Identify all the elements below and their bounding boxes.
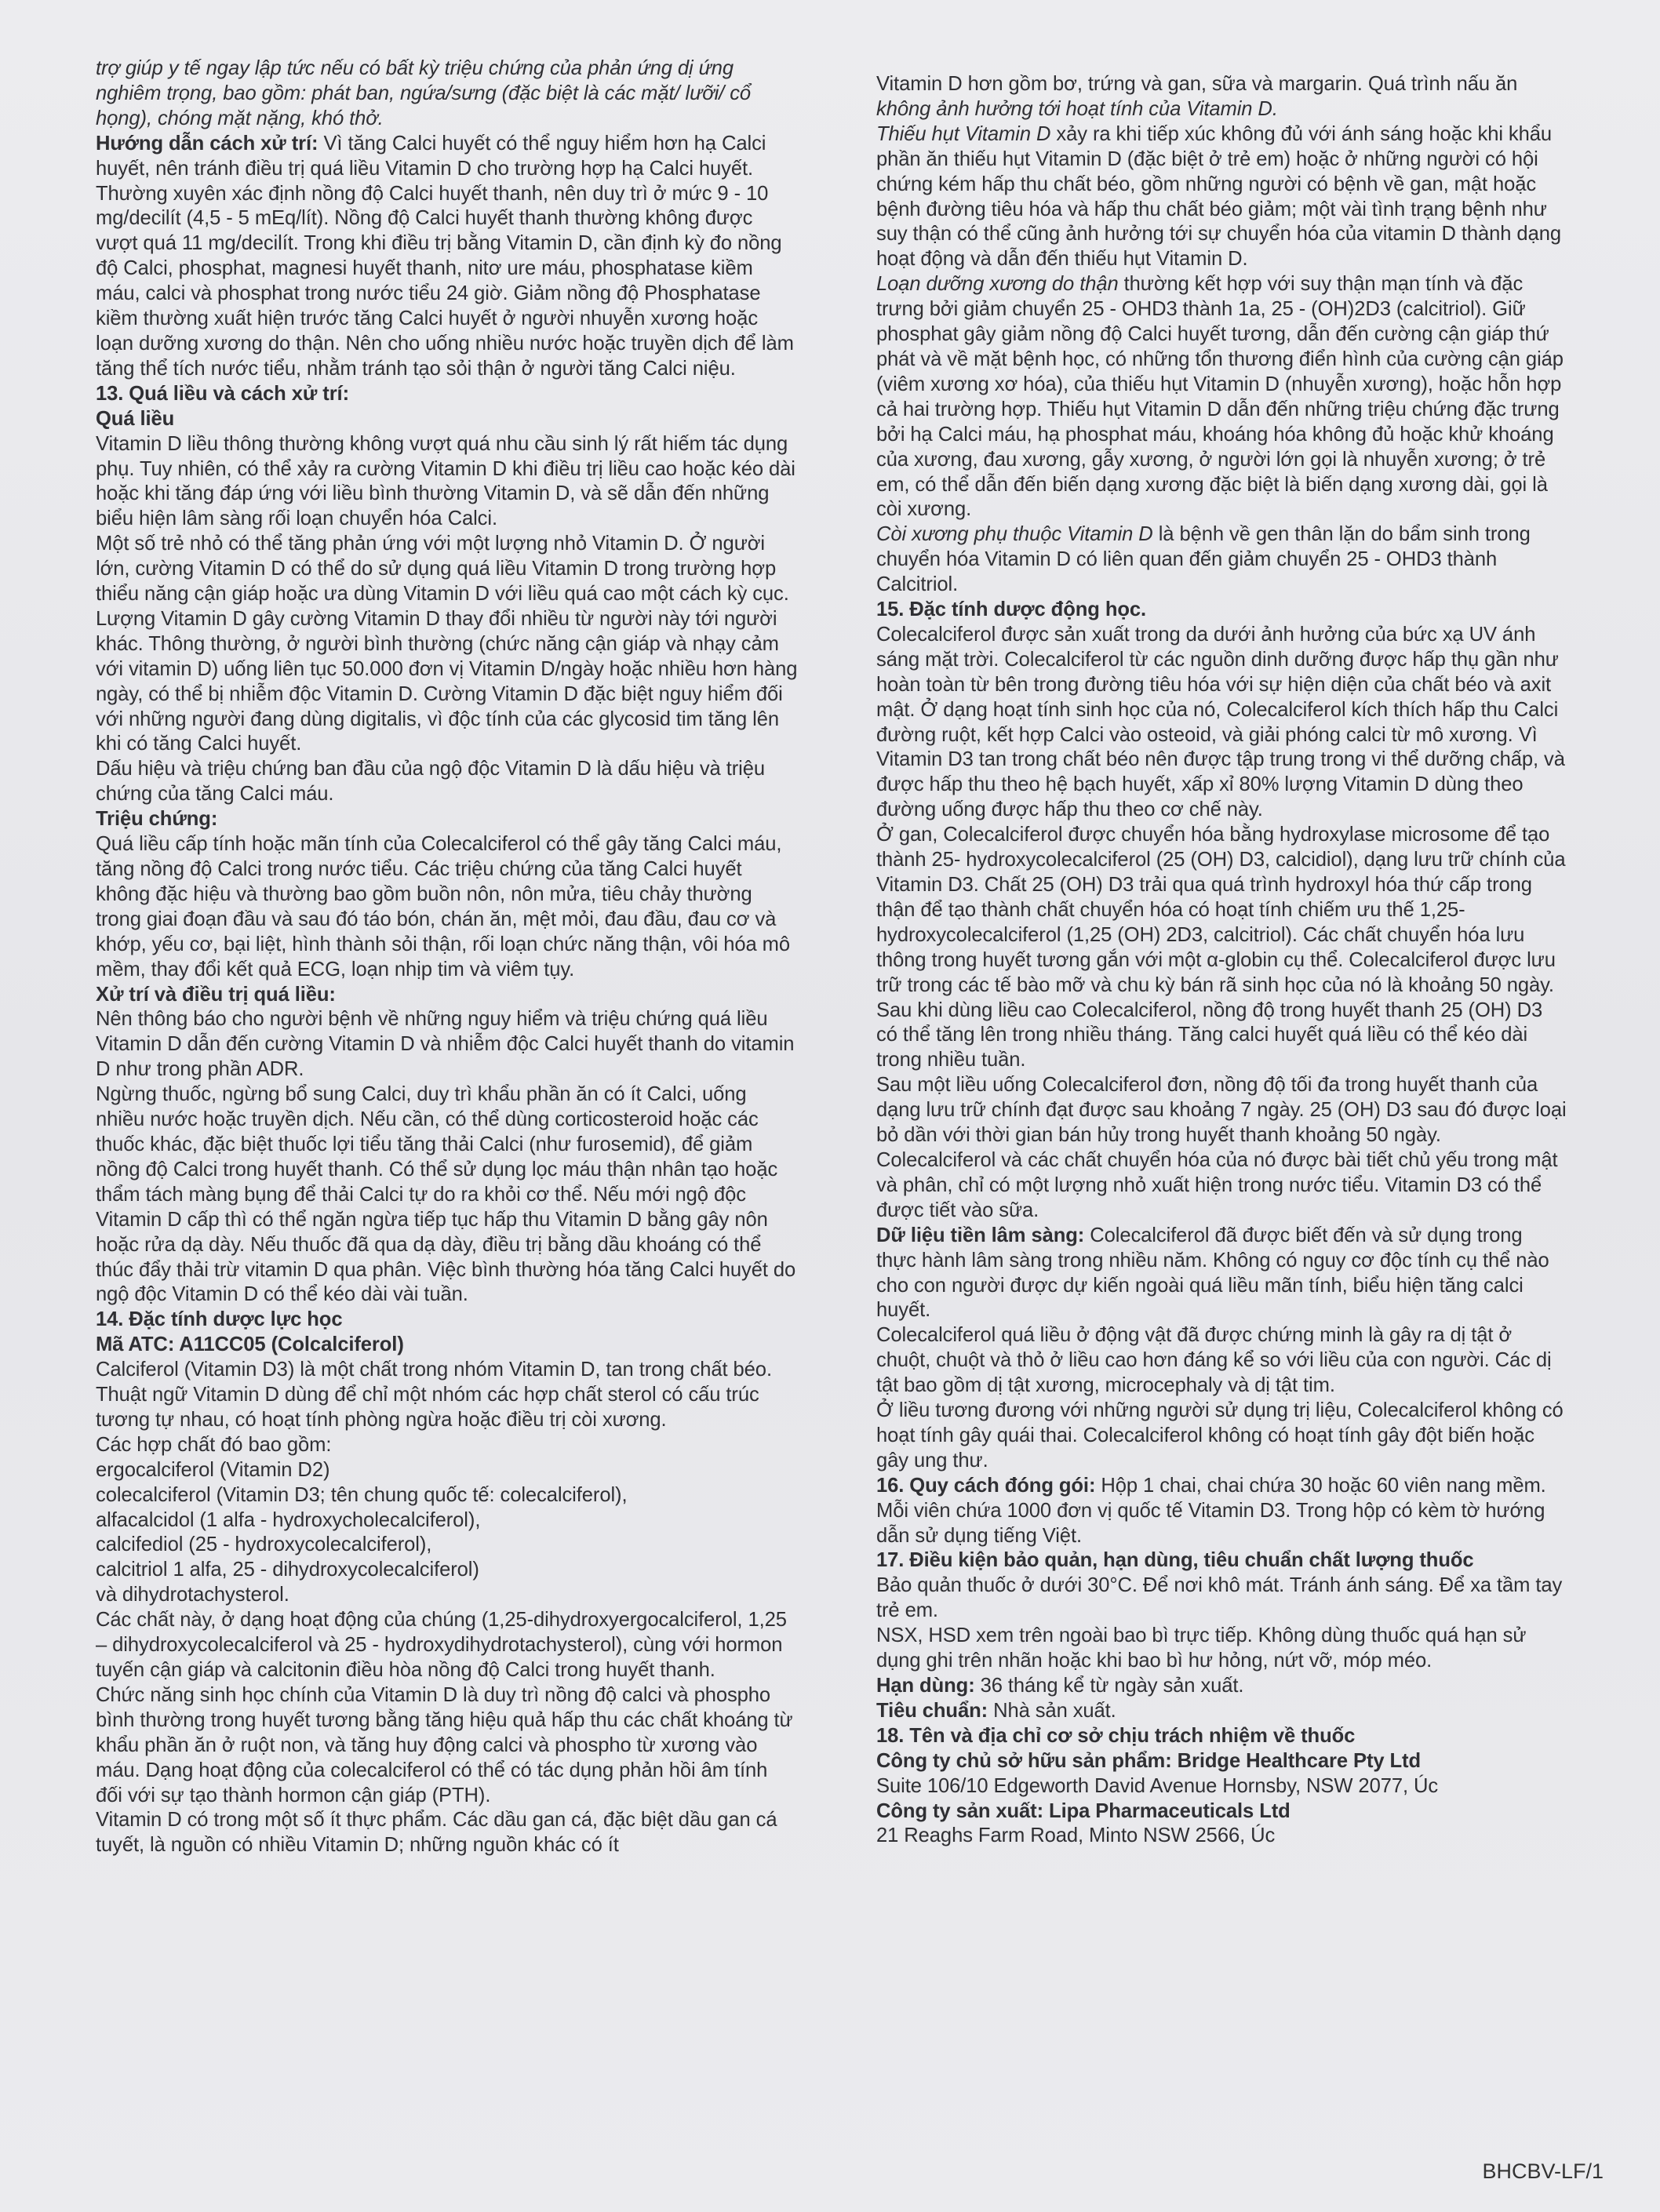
compounds-intro: Các hợp chất đó bao gồm: <box>96 1433 332 1456</box>
section-14-heading: 14. Đặc tính dược lực học <box>96 1308 343 1331</box>
storage-text: Bảo quản thuốc ở dưới 30°C. Để nơi khô mát. Tránh ánh sáng. Để xa tầm tay trẻ em. <box>876 1574 1563 1622</box>
lead-label: Hạn dùng: <box>876 1675 975 1697</box>
left-column <box>96 56 798 1858</box>
owner-company: Công ty chủ sở hữu sản phẩm: Bridge Healthcare Pty Ltd <box>876 1749 1422 1772</box>
deficiency-paragraph: Thiếu hụt Vitamin D xảy ra khi tiếp xúc không đủ với ánh sáng hoặc khi khẩu phần ăn thiếu hụt Vitamin D (đặc biệt ở trẻ em) hoặc ở những người có hội chứng kém hấp thu chất béo, gồm những người có bệnh về gan, mật hoặc bệnh đường tiêu hóa và hấp thu chất béo giảm; một vài tình trạng bệnh như suy thận có thể cũng ảnh hưởng tới sự chuyển hóa của vitamin D thành dạng hoạt động và dẫn đến thiếu hụt Vitamin D. <box>876 122 1561 271</box>
treatment-paragraph-2: Ngừng thuốc, ngừng bổ sung Calci, duy trì khẩu phần ăn có ít Calci, uống nhiều nước hoặc truyền dịch. Nếu cần, có thể dùng corticosteroid hoặc các thuốc khác, đặc biệt thuốc lợi tiểu tăng thải Calci (như furosemid), để giảm nồng độ Calci trong huyết thanh. Có thể sử dụng lọc máu thận nhân tạo hoặc thẩm tách màng bụng để thải Calci tự do ra khỏi cơ thể. Nếu mới ngộ độc Vitamin D cấp thì có thể ngăn ngừa tiếp tục hấp thu Vitamin D bằng gây nôn hoặc rửa dạ dày. Nếu thuốc đã qua dạ dày, điều trị bằng dầu khoáng có thể thúc đẩy thải trừ vitamin D qua phân. Việc bình thường hóa tăng Calci huyết do ngộ độc Vitamin D có thể kéo dài vài tuần. <box>96 1083 796 1306</box>
biological-function-paragraph: Chức năng sinh học chính của Vitamin D là duy trì nồng độ calci và phospho bình thường trong huyết tương bằng tăng hiệu quả hấp thu các chất khoáng từ khẩu phần ăn ở ruột non, và tăng huy động calci và phospho từ xương vào máu. Dạng hoạt động của colecalciferol có thể có tác dụng phản hồi âm tính đối với sự tạo thành hormon cận giáp (PTH). <box>96 1683 793 1806</box>
pk-paragraph-4: Sau một liều uống Colecalciferol đơn, nồng độ tối đa trong huyết thanh của dạng lưu trữ chính đạt được sau khoảng 7 ngày. 25 (OH) D3 sau đó được loại bỏ dần với thời gian bán hủy trong huyết thanh khoảng 50 ngày. <box>876 1074 1567 1147</box>
compound-item: calcifediol (25 - hydroxycolecalciferol), <box>96 1533 432 1556</box>
calciferol-paragraph: Calciferol (Vitamin D3) là một chất trong nhóm Vitamin D, tan trong chất béo. Thuật ngữ Vitamin D dùng để chỉ một nhóm các hợp chất sterol có cấu trúc tương tự nhau, có hoạt tính phòng ngừa hoặc điều trị còi xương. <box>96 1359 772 1431</box>
handling-instructions: Hướng dẫn cách xử trí: Vì tăng Calci huyết có thể nguy hiểm hơn hạ Calci huyết, nên tránh điều trị quá liều Vitamin D cho trường hợp hạ Calci huyết. Thường xuyên xác định nồng độ Calci huyết thanh, nên duy trì ở mức 9 - 10 mg/decilít (4,5 - 5 mEq/lít). Nồng độ Calci huyết thanh thường không được vượt quá 11 mg/decilít. Trong khi điều trị bằng Vitamin D, cần định kỳ đo nồng độ Calci, phosphat, magnesi huyết thanh, nitơ ure máu, phosphatase kiềm máu, calci và phosphat trong nước tiểu 24 giờ. Giảm nồng độ Phosphatase kiềm thường xuất hiện trước tăng Calci huyết ở người nhuyễn xương hoặc loạn dưỡng xương do thận. Nên cho uống nhiều nước hoặc truyền dịch để làm tăng thể tích nước tiểu, nhằm tránh tạo sỏi thận ở người tăng Calci niệu. <box>96 132 794 380</box>
section-16-packaging: 16. Quy cách đóng gói: Hộp 1 chai, chai chứa 30 hoặc 60 viên nang mềm. Mỗi viên chứa 1000 đơn vị quốc tế Vitamin D3. Trong hộp có kèm tờ hướng dẫn sử dụng tiếng Việt. <box>876 1474 1546 1547</box>
overdose-paragraph-2: Một số trẻ nhỏ có thể tăng phản ứng với một lượng nhỏ Vitamin D. Ở người lớn, cường Vitamin D có thể do sử dụng quá liều Vitamin D trong trường hợp thiểu năng cận giáp hoặc ưa dùng Vitamin D với liều quá cao một cách kỳ cục. <box>96 533 789 606</box>
rickets-paragraph: Còi xương phụ thuộc Vitamin D là bệnh về gen thân lặn do bẩm sinh trong chuyển hóa Vitamin D có liên quan đến giảm chuyển 25 - OHD3 thành Calcitriol. <box>876 523 1531 596</box>
standard: Tiêu chuẩn: Nhà sản xuất. <box>876 1699 1116 1722</box>
animal-study-paragraph: Colecalciferol quá liều ở động vật đã được chứng minh là gây ra dị tật ở chuột, chuột và thỏ ở liều cao hơn đáng kể so với liều của con người. Các dị tật bao gồm dị tật xương, microcephaly và dị tật tim. <box>876 1324 1552 1397</box>
manufacturer-company: Công ty sản xuất: Lipa Pharmaceuticals Ltd <box>876 1799 1291 1822</box>
lead-label: Dữ liệu tiền lâm sàng: <box>876 1224 1085 1246</box>
italic-phrase: Loạn dưỡng xương do thận <box>876 273 1119 296</box>
overdose-paragraph-4: Dấu hiệu và triệu chứng ban đầu của ngộ độc Vitamin D là dấu hiệu và triệu chứng của tăng Calci máu. <box>96 758 765 806</box>
symptoms-paragraph: Quá liều cấp tính hoặc mãn tính của Colecalciferol có thể gây tăng Calci máu, tăng nồng độ Calci trong nước tiểu. Các triệu chứng của tăng Calci huyết không đặc hiệu và thường bao gồm buồn nôn, nôn mửa, tiêu chảy thường trong giai đoạn đầu và sau đó táo bón, chán ăn, mệt mỏi, đau đầu, đau cơ và khớp, yếu cơ, bại liệt, hình thành sỏi thận, rối loạn chức năng thận, vôi hóa mô mềm, thay đổi kết quả ECG, loạn nhịp tim và viêm tụy. <box>96 833 790 980</box>
preclinical-paragraph: Dữ liệu tiền lâm sàng: Colecalciferol đã được biết đến và sử dụng trong thực hành lâm sàng trong nhiều năm. Không có nguy cơ độc tính cụ thể nào cho con người được dự kiến ngoài quá liều mãn tính, biểu hiện tăng calci huyết. <box>876 1224 1549 1322</box>
pk-paragraph-5: Colecalciferol và các chất chuyển hóa của nó được bài tiết chủ yếu trong mật và phân, chỉ có một lượng nhỏ xuất hiện trong nước tiểu. Vitamin D3 có thể được tiết vào sữa. <box>876 1148 1558 1221</box>
italic-phrase: Thiếu hụt Vitamin D <box>876 122 1051 145</box>
italic-phrase: không ảnh hưởng tới hoạt tính của Vitamin D. <box>876 97 1278 120</box>
pk-paragraph-1: Colecalciferol được sản xuất trong da dưới ảnh hưởng của bức xạ UV ánh sáng mặt trời. Colecalciferol từ các nguồn dinh dưỡng được hấp thụ gần như hoàn toàn từ bên trong đường tiêu hóa với sự hiện diện của chất béo và axit mật. Ở dạng hoạt tính sinh học của nó, Colecalciferol kích thích hấp thu Calci đường ruột, kết hợp Calci vào osteoid, và giải phóng calci từ mô xương. Vì Vitamin D3 tan trong chất béo nên được tập trung trong vi thể dưỡng chấp, và được hấp thu theo hệ bạch huyết, xấp xỉ 80% lượng Vitamin D dùng theo đường uống được hấp thu theo cơ chế này. <box>876 623 1565 821</box>
lead-label: Tiêu chuẩn: <box>876 1699 988 1722</box>
food-sources-paragraph: Vitamin D có trong một số ít thực phẩm. Các dầu gan cá, đặc biệt dầu gan cá tuyết, là nguồn có nhiều Vitamin D; những nguồn khác có ít <box>96 1809 777 1857</box>
atc-code: Mã ATC: A11CC05 (Colcalciferol) <box>96 1333 404 1356</box>
overdose-heading: Quá liều <box>96 407 175 430</box>
manufacturer-address: 21 Reaghs Farm Road, Minto NSW 2566, Úc <box>876 1825 1276 1847</box>
section-18-heading: 18. Tên và địa chỉ cơ sở chịu trách nhiệm về thuốc <box>876 1724 1356 1747</box>
shelf-life: Hạn dùng: 36 tháng kể từ ngày sản xuất. <box>876 1675 1244 1697</box>
compound-item: colecalciferol (Vitamin D3; tên chung quốc tế: colecalciferol), <box>96 1483 628 1506</box>
active-forms-paragraph: Các chất này, ở dạng hoạt động của chúng (1,25-dihydroxyergocalciferol, 1,25 – dihydroxycolecalciferol và 25 - hydroxydihydrotachysterol), cùng với hormon tuyến cận giáp và calcitonin điều hòa nồng độ Calci trong huyết thanh. <box>96 1609 787 1681</box>
owner-address: Suite 106/10 Edgeworth David Avenue Hornsby, NSW 2077, Úc <box>876 1774 1439 1797</box>
food-sources-continued: Vitamin D hơn gồm bơ, trứng và gan, sữa và margarin. Quá trình nấu ăn không ảnh hưởng tới hoạt tính của Vitamin D. <box>876 73 1518 120</box>
section-13-heading: 13. Quá liều và cách xử trí: <box>96 382 349 405</box>
compound-item: ergocalciferol (Vitamin D2) <box>96 1458 330 1481</box>
document-code: BHCBV-LF/1 <box>1482 2159 1604 2183</box>
treatment-paragraph-1: Nên thông báo cho người bệnh về những nguy hiểm và triệu chứng quá liều Vitamin D dẫn đến cường Vitamin D và nhiễm độc Calci huyết thanh do vitamin D như trong phần ADR. <box>96 1008 795 1081</box>
overdose-paragraph-1: Vitamin D liều thông thường không vượt quá nhu cầu sinh lý rất hiếm tác dụng phụ. Tuy nhiên, có thể xảy ra cường Vitamin D khi điều trị liều cao hoặc kéo dài hoặc khi tăng đáp ứng với liều bình thường Vitamin D, và sẽ dẫn đến những biểu hiện lâm sàng rối loạn chuyển hóa Calci. <box>96 432 795 530</box>
overdose-paragraph-3: Lượng Vitamin D gây cường Vitamin D thay đổi nhiều từ người này tới người khác. Thông thường, ở người bình thường (chức năng cận giáp và nhạy cảm với vitamin D) uống liên tục 50.000 đơn vị Vitamin D/ngày hoặc nhiều hơn hàng ngày, có thể bị nhiễm độc Vitamin D. Cường Vitamin D đặc biệt nguy hiểm đối với những người đang dùng digitalis, vì độc tính của các glycosid tim tăng lên khi có tăng Calci huyết. <box>96 607 798 755</box>
section-15-heading: 15. Đặc tính dược động học. <box>876 598 1147 621</box>
italic-phrase: Còi xương phụ thuộc Vitamin D <box>876 523 1153 546</box>
lead-label: Hướng dẫn cách xử trí: <box>96 132 319 155</box>
treatment-heading: Xử trí và điều trị quá liều: <box>96 983 336 1006</box>
lead-label: 16. Quy cách đóng gói: <box>876 1474 1096 1497</box>
section-17-heading: 17. Điều kiện bảo quản, hạn dùng, tiêu chuẩn chất lượng thuốc <box>876 1549 1474 1572</box>
symptoms-heading: Triệu chứng: <box>96 808 218 831</box>
expiry-note: NSX, HSD xem trên ngoài bao bì trực tiếp. Không dùng thuốc quá hạn sử dụng ghi trên nhãn hoặc khi bao bì hư hỏng, nứt vỡ, móp méo. <box>876 1624 1527 1672</box>
compound-item: calcitriol 1 alfa, 25 - dihydroxycolecalciferol) <box>96 1559 479 1581</box>
teratogenicity-paragraph: Ở liều tương đương với những người sử dụng trị liệu, Colecalciferol không có hoạt tính gây quái thai. Colecalciferol không có hoạt tính gây đột biến hoặc gây ung thư. <box>876 1399 1564 1472</box>
pk-paragraph-2: Ở gan, Colecalciferol được chuyển hóa bằng hydroxylase microsome để tạo thành 25- hydroxycolecalciferol (25 (OH) D3, calcidiol), dạng lưu trữ chính của Vitamin D3. Chất 25 (OH) D3 trải qua quá trình hydroxyl hóa thứ cấp trong thận để tạo thành chất chuyển hóa có hoạt tính chiếm ưu thế 1,25-hydroxycolecalciferol (1,25 (OH) 2D3, calcitriol). Các chất chuyển hóa lưu thông trong huyết tương gắn với một α-globin cụ thể. Colecalciferol được lưu trữ trong các tế bào mỡ và chu kỳ bán rã sinh học của nó là khoảng 50 ngày. <box>876 824 1566 996</box>
renal-osteodystrophy-paragraph: Loạn dưỡng xương do thận thường kết hợp với suy thận mạn tính và đặc trưng bởi giảm chuyển 25 - OHD3 thành 1a, 25 - (OH)2D3 (calcitriol). Giữ phosphat gây giảm nồng độ Calci huyết tương, dẫn đến cường cận giáp thứ phát và về mặt bệnh học, có những tổn thương điển hình của cường cận giáp (viêm xương xơ hóa), của thiếu hụt Vitamin D (nhuyễn xương), hoặc hỗn hợp cả hai trường hợp. Thiếu hụt Vitamin D dẫn đến những triệu chứng đặc trưng bởi hạ Calci máu, hạ phosphat máu, khoáng hóa không đủ hoặc khử khoáng của xương, đau xương, gẫy xương, ở người lớn gọi là nhuyễn xương; ở trẻ em, có thể dẫn đến biến dạng xương đặc biệt là biến dạng xương dài, gọi là còi xương. <box>876 273 1564 521</box>
right-column <box>876 72 1567 1849</box>
allergy-warning-text: trợ giúp y tế ngay lập tức nếu có bất kỳ triệu chứng của phản ứng dị ứng nghiêm trọng, bao gồm: phát ban, ngứa/sưng (đặc biệt là các mặt/ lưỡi/ cổ họng), chóng mặt nặng, khó thở. <box>96 57 752 129</box>
pk-paragraph-3: Sau khi dùng liều cao Colecalciferol, nồng độ trong huyết thanh 25 (OH) D3 có thể tăng lên trong nhiều tháng. Tăng calci huyết quá liều có thể kéo dài trong nhiều tuần. <box>876 999 1543 1071</box>
compound-item: và dihydrotachysterol. <box>96 1584 289 1606</box>
compound-item: alfacalcidol (1 alfa - hydroxycholecalciferol), <box>96 1508 481 1531</box>
